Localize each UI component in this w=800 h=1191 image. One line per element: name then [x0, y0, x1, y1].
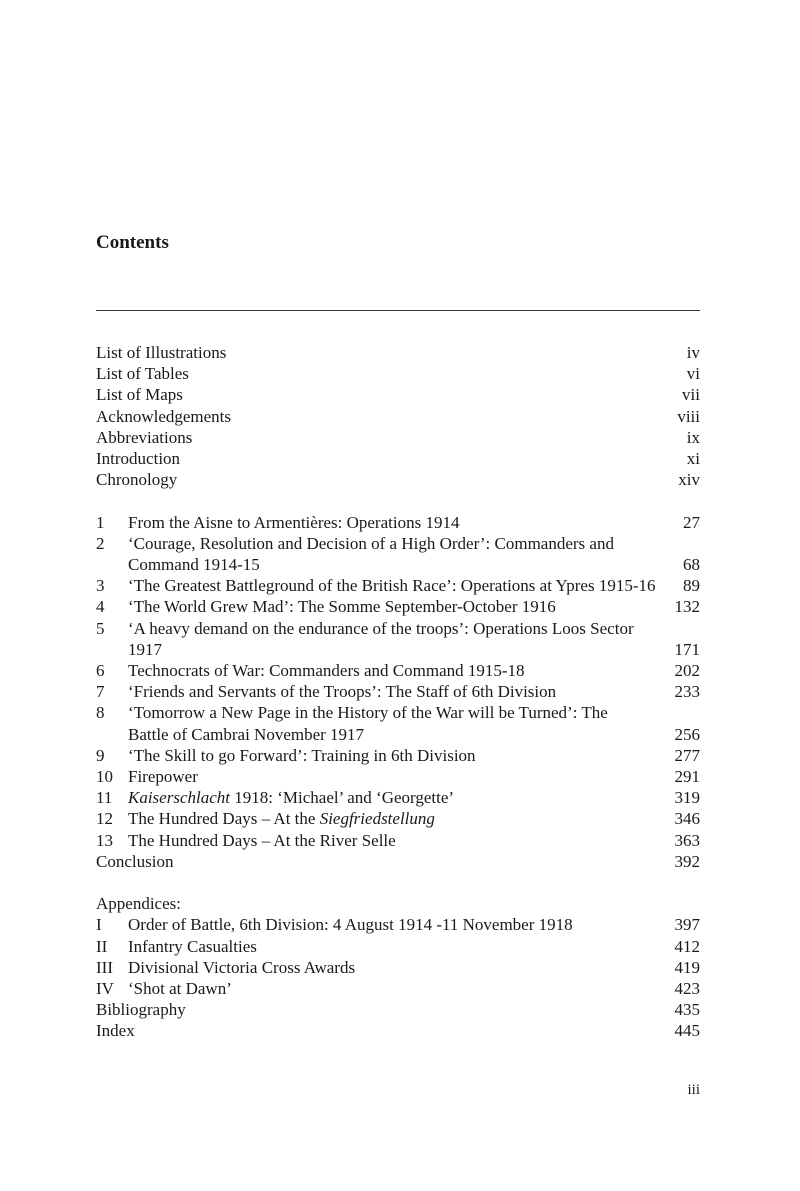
entry-title: List of Illustrations	[96, 343, 227, 362]
toc-chapter-4[interactable]	[96, 596, 700, 617]
toc-chapter-10[interactable]	[96, 766, 700, 787]
entry-page: iv	[686, 343, 700, 362]
toc-appendix-2[interactable]	[96, 936, 700, 957]
chapter-title: The Hundred Days – At the River Selle	[128, 830, 396, 850]
appendix-page: 397	[674, 915, 700, 935]
toc-chapter-12[interactable]	[96, 808, 700, 829]
page-title: Contents	[96, 232, 169, 253]
chapter-number: 9	[96, 745, 105, 765]
chapter-title-italic: Kaiserschlacht	[128, 788, 230, 808]
entry-page: 435	[674, 1000, 700, 1020]
chapter-number: 6	[96, 661, 105, 681]
toc-chapter-5-continued[interactable]	[96, 639, 700, 660]
appendix-title: Infantry Casualties	[128, 936, 257, 956]
toc-chapter-5[interactable]	[96, 618, 700, 639]
appendix-title: Divisional Victoria Cross Awards	[128, 957, 356, 977]
chapter-title-line-2: 1917	[128, 639, 162, 659]
chapter-page: 319	[674, 788, 700, 808]
toc-appendix-1[interactable]	[96, 914, 700, 935]
entry-title: Chronology	[96, 470, 178, 490]
chapter-title-line-1: ‘A heavy demand on the endurance of the troops’: Operations Loos Sector	[128, 618, 634, 638]
chapter-page: 68	[683, 555, 700, 575]
contents-page	[96, 0, 700, 1191]
chapter-title-italic: Siegfriedstellung	[319, 809, 435, 829]
chapter-title: Technocrats of War: Commanders and Command 1915-18	[128, 661, 525, 681]
chapter-title: ‘The Skill to go Forward’: Training in 6th Division	[128, 745, 476, 765]
entry-page: 445	[674, 1021, 700, 1041]
entry-title: Bibliography	[96, 1000, 186, 1020]
chapter-title-line-2: Command 1914-15	[128, 555, 260, 575]
entry-page: xiv	[678, 470, 700, 490]
chapter-title: Firepower	[128, 767, 198, 787]
appendix-title: Order of Battle, 6th Division: 4 August 1914 -11 November 1918	[128, 915, 573, 935]
chapter-title	[128, 533, 700, 554]
chapter-title: ‘The Greatest Battleground of the British Race’: Operations at Ypres 1915-16	[128, 576, 656, 596]
page-number: iii	[687, 1082, 700, 1098]
appendix-page: 419	[674, 957, 700, 977]
toc-appendix-4[interactable]	[96, 978, 700, 999]
heading-divider	[96, 310, 700, 311]
appendix-number: IV	[96, 979, 114, 999]
entry-title: Abbreviations	[96, 427, 193, 447]
chapter-page: 202	[674, 661, 700, 681]
toc-chapter-7[interactable]	[96, 681, 700, 702]
section-spacer	[96, 872, 700, 893]
table-of-contents	[96, 342, 700, 1042]
toc-entry-index[interactable]	[96, 1020, 700, 1041]
toc-entry-maps[interactable]	[96, 384, 700, 405]
chapter-page: 89	[683, 576, 700, 596]
toc-chapter-2[interactable]	[96, 533, 700, 554]
chapter-title-line-1: ‘Courage, Resolution and Decision of a High Order’: Commanders and	[128, 533, 614, 553]
toc-chapter-2-continued[interactable]	[96, 554, 700, 575]
chapter-title-rest: 1918: ‘Michael’ and ‘Georgette’	[230, 788, 455, 808]
chapter-page: 256	[674, 724, 700, 744]
chapter-number: 3	[96, 576, 105, 596]
chapter-number: 7	[96, 682, 105, 702]
toc-chapter-6[interactable]	[96, 660, 700, 681]
chapter-page: 233	[674, 682, 700, 702]
toc-entry-illustrations[interactable]	[96, 342, 700, 363]
toc-chapter-3[interactable]	[96, 575, 700, 596]
chapter-page: 27	[683, 512, 700, 532]
toc-chapter-8[interactable]	[96, 702, 700, 723]
chapter-number: 12	[96, 809, 113, 829]
toc-chapter-8-continued[interactable]	[96, 724, 700, 745]
toc-entry-introduction[interactable]	[96, 448, 700, 469]
toc-entry-tables[interactable]	[96, 363, 700, 384]
toc-chapter-1[interactable]	[96, 512, 700, 533]
toc-entry-conclusion[interactable]	[96, 851, 700, 872]
appendix-number: III	[96, 957, 113, 977]
chapter-page: 277	[674, 745, 700, 765]
entry-page: viii	[677, 406, 700, 426]
toc-chapter-9[interactable]	[96, 745, 700, 766]
chapter-title-line-2: Battle of Cambrai November 1917	[128, 724, 365, 744]
chapter-title: ‘The World Grew Mad’: The Somme September-October 1916	[128, 597, 556, 617]
chapter-page: 132	[674, 597, 700, 617]
chapter-page: 363	[674, 830, 700, 850]
entry-title: Conclusion	[96, 851, 174, 871]
chapter-number: 2	[96, 533, 105, 553]
entry-title: Index	[96, 1021, 135, 1041]
appendix-page: 423	[674, 979, 700, 999]
toc-appendix-3[interactable]	[96, 957, 700, 978]
appendices-label	[96, 893, 700, 914]
chapter-number: 10	[96, 767, 113, 787]
appendix-number: II	[96, 936, 108, 956]
chapter-number: 13	[96, 830, 113, 850]
entry-title: Introduction	[96, 449, 181, 469]
chapter-title: From the Aisne to Armentières: Operations 1914	[128, 512, 460, 532]
chapter-title-lead: The Hundred Days – At the	[128, 809, 320, 829]
chapter-title	[128, 787, 671, 808]
chapter-title-line-1: ‘Tomorrow a New Page in the History of the War will be Turned’: The	[128, 703, 608, 723]
entry-title: Acknowledgements	[96, 406, 232, 426]
chapter-title	[128, 808, 671, 829]
entry-page: ix	[686, 427, 700, 447]
chapter-page: 171	[674, 639, 700, 659]
chapter-number: 11	[96, 788, 113, 808]
chapter-page: 291	[674, 767, 700, 787]
chapter-page: 346	[674, 809, 700, 829]
toc-chapter-13[interactable]	[96, 830, 700, 851]
appendix-page: 412	[674, 936, 700, 956]
entry-title: List of Tables	[96, 364, 189, 384]
toc-chapter-11[interactable]	[96, 787, 700, 808]
entry-page: vii	[682, 385, 700, 405]
appendix-number: I	[96, 915, 102, 935]
section-spacer	[96, 490, 700, 511]
entry-title: List of Maps	[96, 385, 183, 405]
chapter-number: 8	[96, 703, 105, 723]
toc-entry-acknowledgements[interactable]	[96, 406, 700, 427]
entry-page: 392	[674, 851, 700, 871]
toc-entry-bibliography[interactable]	[96, 999, 700, 1020]
chapter-number: 1	[96, 512, 105, 532]
chapter-number: 5	[96, 618, 105, 638]
chapter-number: 4	[96, 597, 105, 617]
entry-page: vi	[686, 364, 700, 384]
chapter-title: ‘Friends and Servants of the Troops’: The Staff of 6th Division	[128, 682, 557, 702]
toc-entry-chronology[interactable]	[96, 469, 700, 490]
appendices-heading: Appendices:	[96, 894, 181, 914]
toc-entry-abbreviations[interactable]	[96, 427, 700, 448]
entry-page: xi	[686, 449, 700, 469]
appendix-title: ‘Shot at Dawn’	[128, 979, 232, 999]
